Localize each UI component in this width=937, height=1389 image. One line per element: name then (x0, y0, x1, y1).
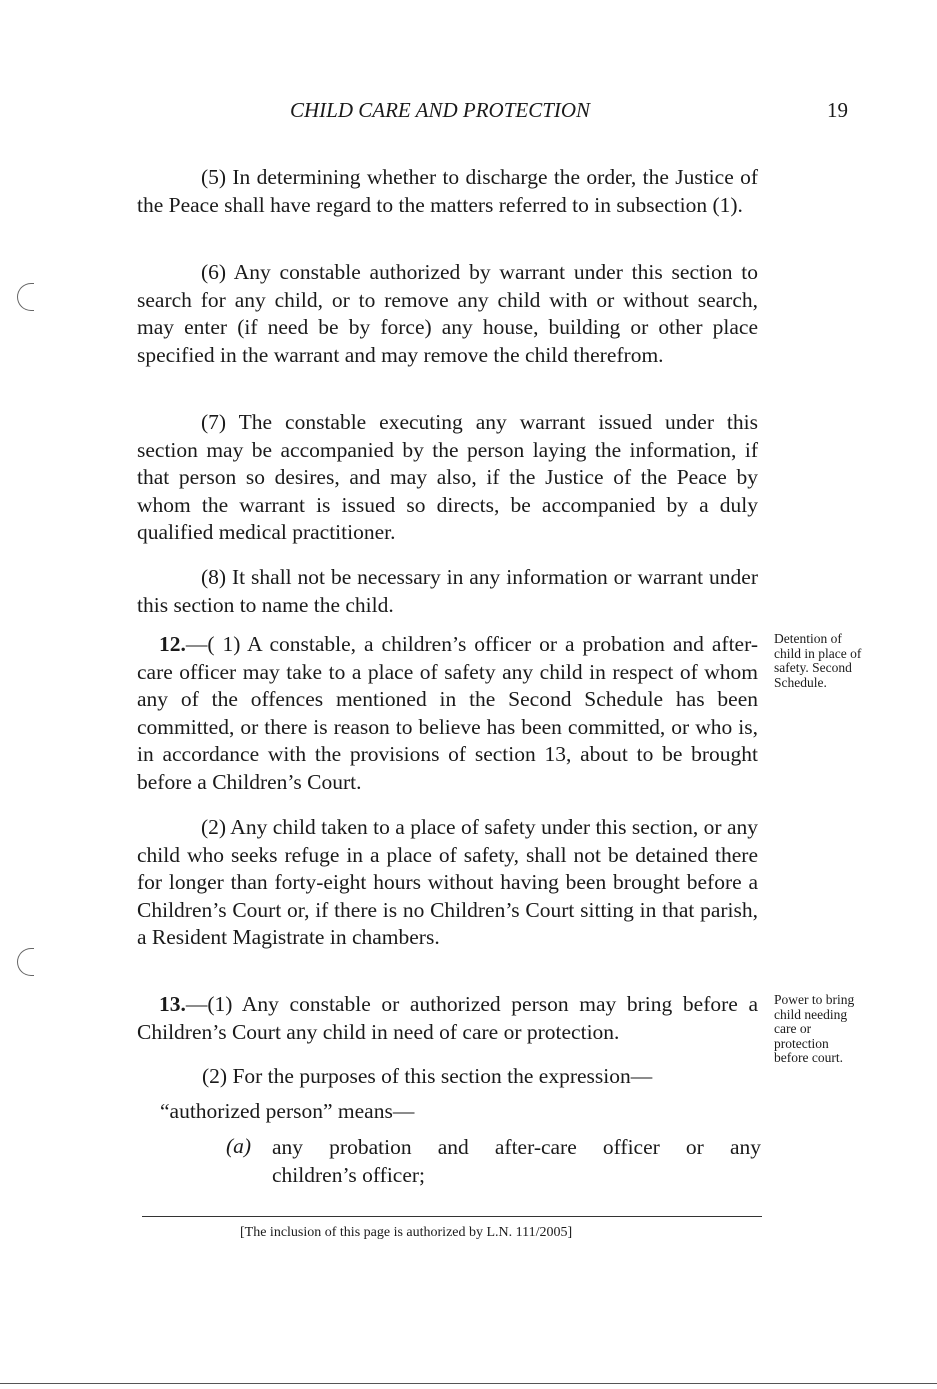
binder-hole-mark (17, 283, 34, 311)
footer-authorization-note: [The inclusion of this page is authorized by L.N. 111/2005] (240, 1225, 573, 1240)
section-13-number: 13. (159, 992, 186, 1016)
binder-hole-mark (17, 948, 34, 976)
subsection-7-text: (7) The constable executing any warrant issued under this section may be accompanied by the person laying the information, if that person so desires, and may also, if the Justice of the Peace by whom the warrant is issued so directs, be accompanied by a duly qualified medical practitioner. (137, 410, 758, 544)
subsection-6-text: (6) Any constable authorized by warrant under this section to search for any child, or to remove any child with or without search, may enter (if need be by force) any house, building or other place specified in the warrant and may remove the child therefrom. (137, 260, 758, 367)
section-13-subsection-2: (2) For the purposes of this section the expression— (202, 1064, 653, 1088)
subsection-8-text: (8) It shall not be necessary in any information or warrant under this section to name the child. (137, 565, 758, 617)
subsection-5 (137, 164, 758, 219)
item-a-line-2: children’s officer; (272, 1162, 426, 1187)
page-number: 19 (827, 98, 848, 122)
running-header-title: CHILD CARE AND PROTECTION (290, 98, 591, 122)
subsection-6 (137, 259, 758, 369)
subsection-5-text: (5) In determining whether to discharge the order, the Justice of the Peace shall have regard to the matters referred to in subsection (1). (137, 165, 758, 217)
section-12-number: 12. (159, 632, 186, 656)
item-a-label: (a) (226, 1134, 252, 1158)
definition-authorized-person: “authorized person” means— (160, 1099, 415, 1123)
item-a-text (272, 1134, 761, 1189)
footer-divider (142, 1216, 762, 1217)
section-12-subsection-2-text: (2) Any child taken to a place of safety under this section, or any child who seeks refuge in a place of safety, shall not be detained there for longer than forty-eight hours without having been brought before a Children’s Court or, if there is no Children’s Court sitting in that parish, a Resident Magistrate in chambers. (137, 815, 758, 949)
subsection-8 (137, 564, 758, 619)
item-a-line-1: any probation and after-care officer or any (272, 1135, 761, 1159)
subsection-7 (137, 409, 758, 547)
section-13-subsection-1 (137, 991, 758, 1046)
section-12-subsection-2 (137, 814, 758, 952)
margin-note-section-12: Detention of child in place of safety. Second Schedule. (774, 631, 862, 690)
section-12-subsection-1-text: —( 1) A constable, a children’s officer or a probation and after-care officer may take to a place of safety any child in respect of whom any of the offences mentioned in the Second Schedule has been committed, or there is reason to believe has been committed, or who is, in accordance with the provisions of section 13, about to be brought before a Children’s Court. (137, 632, 758, 794)
margin-note-section-13: Power to bring child needing care or protection before court. (774, 992, 855, 1065)
section-13-subsection-1-text: —(1) Any constable or authorized person may bring before a Children’s Court any child in need of care or protection. (137, 992, 758, 1044)
section-12-subsection-1 (137, 631, 758, 796)
scan-edge-line (0, 1383, 937, 1384)
